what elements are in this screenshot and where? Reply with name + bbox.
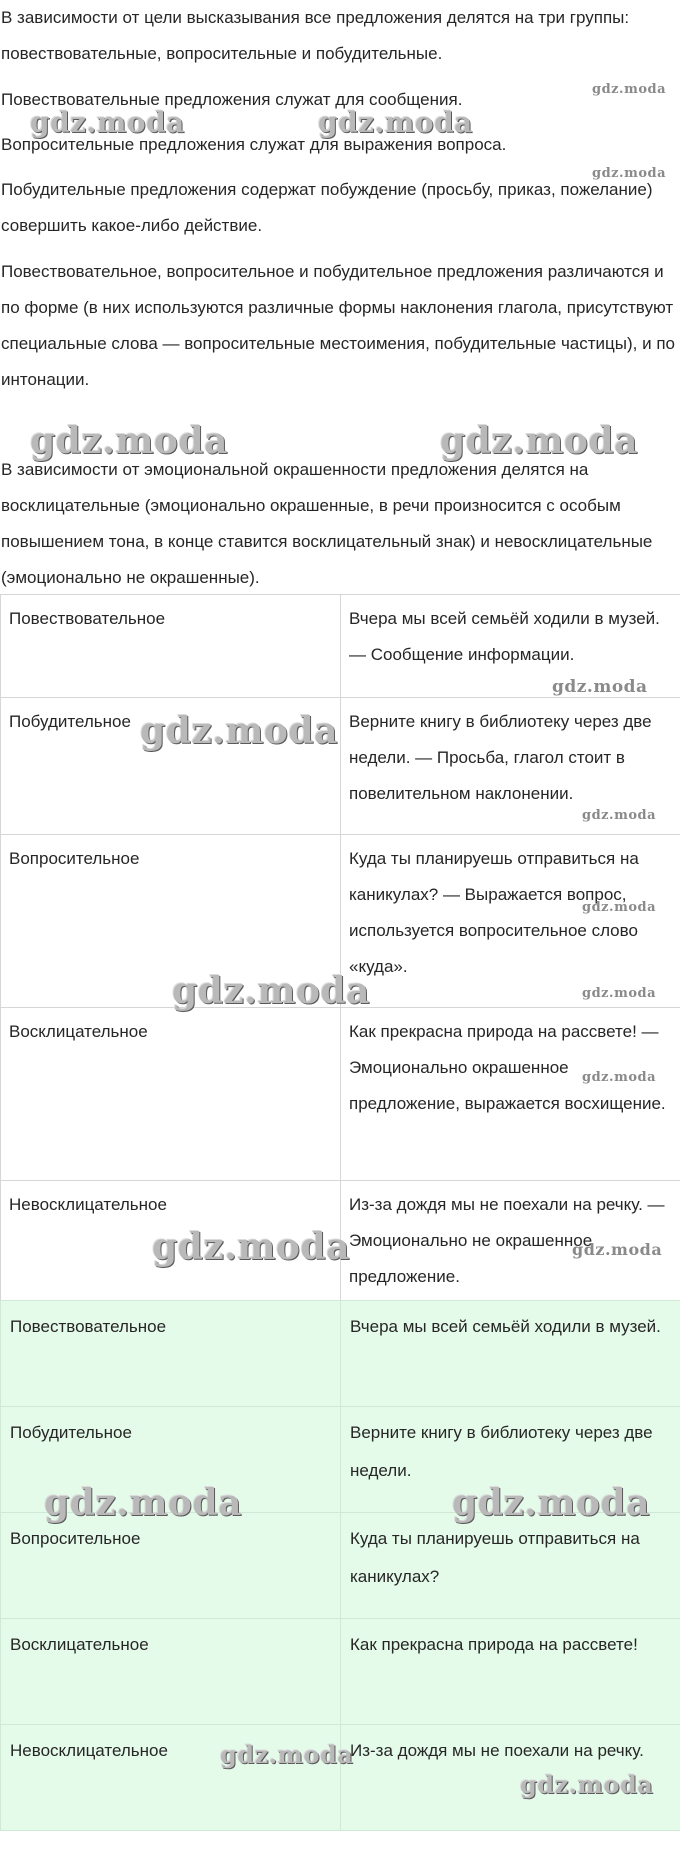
paragraph-interrogative: Вопросительные предложения служат для выражения вопроса. (1, 135, 507, 154)
table-row (1, 1619, 680, 1725)
watermark: gdz.moda (582, 808, 657, 823)
table-row (1, 1513, 680, 1619)
table-cell-example: Вчера мы всей семьёй ходили в музей. — Сообщение информации. (341, 595, 680, 698)
table-cell-type: Восклицательное (1, 1619, 341, 1725)
paragraph-declarative: Повествовательные предложения служат для сообщения. (1, 90, 463, 109)
table-cell-example: Как прекрасна природа на рассвете! (341, 1619, 680, 1725)
table-cell-example: Вчера мы всей семьёй ходили в музей. (341, 1301, 680, 1407)
watermark: gdz.moda (582, 986, 657, 1001)
table-cell-type: Невосклицательное (1, 1725, 341, 1831)
watermark: gdz.moda (592, 82, 667, 97)
watermark: gdz.moda (172, 970, 370, 1012)
watermark: gdz.moda (30, 106, 185, 139)
watermark: gdz.moda (220, 1740, 354, 1769)
table-cell-type: Повествовательное (1, 1301, 341, 1407)
paragraph-emotional: В зависимости от эмоциональной окрашенности предложения делятся на восклицательные (эмоционально окрашенные, в речи произносится с особым повышением тона, в конце ставится восклицательный знак) и невосклицательные (эмоционально не окрашенные). (1, 460, 653, 587)
watermark: gdz.moda (440, 420, 638, 462)
paragraph-form-differences: Повествовательное, вопросительное и побудительное предложения различаются и по форме (в них используются различные формы наклонения глагола, присутствуют специальные слова — вопросительные местоимения, побудительные частицы), и по интонации. (1, 262, 675, 389)
table-row (1, 1407, 680, 1513)
table-cell-type: Невосклицательное (1, 1181, 341, 1318)
table-row (1, 1725, 680, 1831)
watermark: gdz.moda (582, 900, 657, 915)
table-cell-type: Повествовательное (1, 595, 341, 698)
table-cell-type: Побудительное (1, 1407, 341, 1513)
watermark: gdz.moda (318, 106, 473, 139)
watermark: gdz.moda (520, 1770, 654, 1799)
watermark: gdz.moda (44, 1482, 242, 1524)
table-cell-example: Из-за дождя мы не поехали на речку. (341, 1725, 680, 1831)
table-cell-type: Побудительное (1, 698, 341, 835)
paragraph-purpose-groups: В зависимости от цели высказывания все предложения делятся на три группы: повествовательные, вопросительные и побудительные. (1, 8, 630, 63)
watermark: gdz.moda (592, 166, 667, 181)
table-cell-example: Верните книгу в библиотеку через две недели. (341, 1407, 680, 1513)
table-cell-example: Куда ты планируешь отправиться на каникулах? (341, 1513, 680, 1619)
table-cell-example: Верните книгу в библиотеку через две недели. — Просьба, глагол стоит в повелительном наклонении. (341, 698, 680, 835)
table-cell-example: Куда ты планируешь отправиться на каникулах? — Выражается вопрос, используется вопросительное слово «куда». (341, 835, 680, 1008)
table-cell-type: Вопросительное (1, 835, 341, 1008)
examples-table-detailed (0, 594, 680, 1318)
watermark: gdz.moda (552, 677, 648, 697)
table-row (1, 1181, 680, 1318)
table-row (1, 1301, 680, 1407)
table-cell-example: Как прекрасна природа на рассвете! — Эмоционально окрашенное предложение, выражается восхищение. (341, 1008, 680, 1181)
table-row (1, 595, 680, 698)
table-cell-example: Из-за дождя мы не поехали на речку. — Эмоционально не окрашенное предложение. (341, 1181, 680, 1318)
examples-table-highlighted (0, 1300, 680, 1831)
table-row (1, 835, 680, 1008)
watermark: gdz.moda (152, 1226, 350, 1268)
watermark: gdz.moda (582, 1070, 657, 1085)
watermark: gdz.moda (572, 1240, 663, 1259)
table-cell-type: Восклицательное (1, 1008, 341, 1181)
table-cell-type: Вопросительное (1, 1513, 341, 1619)
paragraph-imperative: Побудительные предложения содержат побуждение (просьбу, приказ, пожелание) совершить какое-либо действие. (1, 180, 653, 235)
table-row (1, 1008, 680, 1181)
watermark: gdz.moda (452, 1482, 650, 1524)
table-row (1, 698, 680, 835)
watermark: gdz.moda (140, 710, 338, 752)
watermark: gdz.moda (30, 420, 228, 462)
